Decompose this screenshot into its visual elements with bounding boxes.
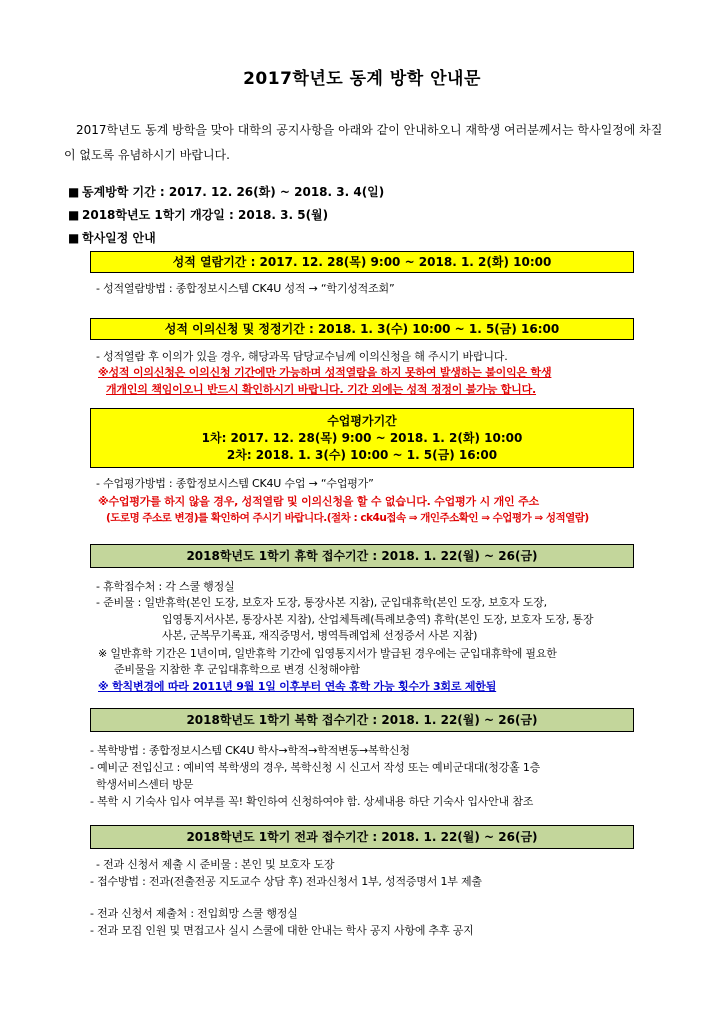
transfer-method: - 접수방법 : 전과(전출전공 지도교수 상담 후) 전과신청서 1부, 성적증명서 1부 제출 — [90, 875, 482, 888]
evaluation-warning-cont: (도로명 주소로 변경)를 확인하여 주시기 바랍니다.(절차 : ck4u접속 ⇒ 개인주소확인 ⇒ 수업평가 ⇒ 성적열람) — [106, 512, 589, 524]
square-bullet-icon: ■ — [68, 185, 80, 199]
evaluation-method: - 수업평가방법 : 종합정보시스템 CK4U 수업 → “수업평가” — [96, 477, 374, 490]
grade-view-method: - 성적열람방법 : 종합정보시스템 CK4U 성적 → “학기성적조회” — [96, 282, 395, 295]
transfer-office: - 전과 신청서 제출처 : 전입희망 스쿨 행정실 — [90, 907, 298, 920]
square-bullet-icon: ■ — [68, 208, 80, 222]
leave-requirements: - 준비물 : 일반휴학(본인 도장, 보호자 도장, 통장사본 지참), 군입대휴학(본인 도장, 보호자 도장, — [96, 596, 547, 609]
grade-appeal-line: - 성적열람 후 이의가 있을 경우, 해당과목 담당교수님께 이의신청을 해 주시기 바랍니다. — [96, 350, 508, 363]
transfer-requirements: - 전과 신청서 제출 시 준비물 : 본인 및 보호자 도장 — [96, 858, 335, 871]
grade-appeal-warning-cont: 개개인의 책임이오니 반드시 확인하시기 바랍니다. 기간 외에는 성적 정정이 불가능 합니다. — [106, 383, 537, 396]
leave-header: 2018학년도 1학기 휴학 접수기간 : 2018. 1. 22(월) ~ 26(금) — [90, 544, 634, 568]
grade-appeal-warning: ※성적 이의신청은 이의신청 기간에만 가능하며 성적열람을 하지 못하여 발생하는 불이익은 학생 — [98, 366, 552, 379]
return-reserve-cont: 학생서비스센터 방문 — [96, 778, 194, 791]
transfer-header: 2018학년도 1학기 전과 접수기간 : 2018. 1. 22(월) ~ 26(금) — [90, 825, 634, 849]
leave-note-cont: 준비물을 지참한 후 군입대휴학으로 변경 신청해야함 — [114, 663, 360, 676]
bullet-vacation-period: ■ 동계방학 기간 : 2017. 12. 26(화) ~ 2018. 3. 4(일) — [68, 185, 385, 199]
page-title: 2017학년도 동계 방학 안내문 — [243, 69, 481, 89]
evaluation-warning: ※수업평가를 하지 않을 경우, 성적열람 및 이의신청을 할 수 없습니다. 수업평가 시 개인 주소 — [98, 495, 539, 508]
leave-requirements-cont-2: 사본, 군복무기록표, 재직증명서, 병역특례업체 선정증서 사본 지참) — [162, 629, 478, 642]
grade-appeal-header: 성적 이의신청 및 정정기간 : 2018. 1. 3(수) 10:00 ~ 1. 5(금) 16:00 — [90, 318, 634, 340]
transfer-notice: - 전과 모집 인원 및 면접고사 실시 스쿨에 대한 안내는 학사 공지 사항에 추후 공지 — [90, 924, 474, 937]
intro-paragraph: 2017학년도 동계 방학을 맞아 대학의 공지사항을 아래와 같이 안내하오니 재학생 여러분께서는 학사일정에 차질이 없도록 유념하시기 바랍니다. — [64, 123, 663, 162]
leave-note: ※ 일반휴학 기간은 1년이며, 일반휴학 기간에 입영통지서가 발급된 경우에는 군입대휴학에 필요한 — [98, 647, 557, 660]
evaluation-round-2: 2차: 2018. 1. 3(수) 10:00 ~ 1. 5(금) 16:00 — [226, 448, 498, 462]
leave-rule-change: ※ 학칙변경에 따라 2011년 9월 1일 이후부터 연속 휴학 가능 횟수가 3회로 제한됨 — [98, 680, 497, 693]
return-header: 2018학년도 1학기 복학 접수기간 : 2018. 1. 22(월) ~ 26(금) — [90, 708, 634, 732]
leave-office: - 휴학접수처 : 각 스쿨 행정실 — [96, 580, 235, 593]
bullet-semester-start: ■ 2018학년도 1학기 개강일 : 2018. 3. 5(월) — [68, 208, 329, 222]
evaluation-title: 수업평가기간 — [327, 414, 397, 428]
return-dorm: - 복학 시 기숙사 입사 여부를 꼭! 확인하여 신청하여야 함. 상세내용 하단 기숙사 입사안내 참조 — [90, 795, 534, 808]
evaluation-round-1: 1차: 2017. 12. 28(목) 9:00 ~ 2018. 1. 2(화) 10:00 — [201, 431, 523, 445]
leave-requirements-cont-1: 입영통지서사본, 통장사본 지참), 산업체특례(특례보충역) 휴학(본인 도장, 보호자 도장, 통장 — [162, 613, 594, 626]
square-bullet-icon: ■ — [68, 231, 80, 245]
evaluation-header — [90, 408, 634, 468]
grade-view-header: 성적 열람기간 : 2017. 12. 28(목) 9:00 ~ 2018. 1. 2(화) 10:00 — [90, 251, 634, 273]
bullet-academic-schedule: ■ 학사일정 안내 — [68, 231, 156, 245]
return-reserve: - 예비군 전입신고 : 예비역 복학생의 경우, 복학신청 시 신고서 작성 또는 예비군대대(청강홀 1층 — [90, 761, 541, 774]
return-method: - 복학방법 : 종합정보시스템 CK4U 학사→학적→학적변동→복학신청 — [90, 744, 410, 757]
